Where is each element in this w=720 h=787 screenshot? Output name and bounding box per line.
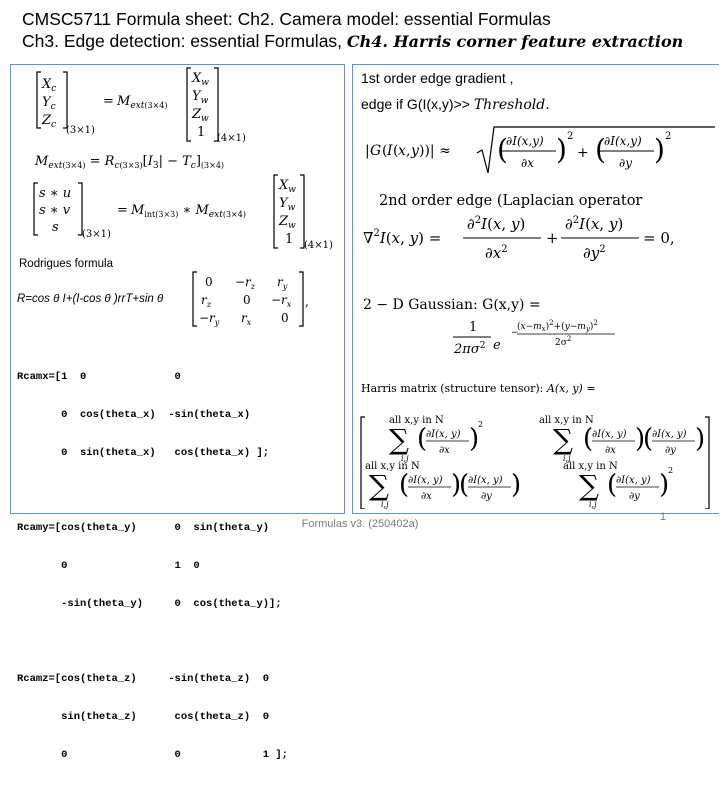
svg-text:∂I(x,y): ∂I(x,y) (506, 134, 544, 148)
svg-text:,: , (305, 295, 309, 309)
svg-text:(: ( (497, 133, 508, 166)
svg-text:i,j: i,j (381, 500, 389, 509)
title-line-1: CMSC5711 Formula sheet: Ch2. Camera model: essential Formulas (22, 9, 551, 29)
svg-text:y: y (411, 143, 419, 159)
svg-text:s ∗ v: s ∗ v (39, 203, 71, 218)
harris-matrix (353, 399, 719, 509)
svg-text:Yw: $Y_w$ (192, 89, 209, 106)
sum-label: all x,y in N (365, 461, 420, 472)
svg-text:Zw: $Z_w$ (279, 214, 296, 231)
code-line: 0 1 0 (17, 560, 200, 573)
code-line (17, 636, 288, 649)
svg-text:∂x: ∂x (605, 445, 616, 456)
svg-text:0: 0 (243, 293, 251, 307)
rotation-matrix-code (17, 346, 288, 787)
svg-text:1: 1 (469, 320, 478, 335)
gradient-magnitude-formula (353, 123, 719, 179)
svg-text:2: 2 (567, 131, 574, 142)
svg-text:I: I (387, 143, 393, 159)
rodrigues-label: Rodrigues formula (19, 258, 113, 270)
svg-text:(3×1): (3×1) (66, 125, 95, 136)
svg-text:−ry: $-r_y$ (199, 311, 220, 327)
camera-model-panel (10, 64, 345, 761)
svg-text:Xw: $X_w$ (279, 178, 296, 195)
footer-version: Formulas v3. (250402a) (301, 518, 419, 530)
svg-text:): ) (511, 470, 522, 500)
svg-text:Zw: $Z_w$ (192, 107, 209, 124)
code-line: -sin(theta_y) 0 cos(theta_y)]; (17, 597, 282, 610)
svg-text:s ∗ u: s ∗ u (39, 186, 72, 201)
svg-text:,: , (406, 143, 411, 159)
svg-text:(4×1): (4×1) (217, 133, 246, 144)
svg-text:= 0,: = 0, (643, 229, 675, 247)
svg-text:∂y: ∂y (629, 491, 640, 502)
svg-text:∂I(x, y): ∂I(x, y) (616, 475, 651, 486)
code-line: Rcamy=[cos(theta_y) 0 sin(theta_y) (17, 522, 270, 535)
svg-text:∂I(x, y): ∂I(x, y) (592, 429, 627, 440)
svg-text:(4×1): (4×1) (304, 240, 333, 251)
svg-text:(: ( (607, 470, 618, 500)
svg-text:∂I(x, y): ∂I(x, y) (426, 429, 461, 440)
skew-symmetric-matrix (191, 270, 331, 330)
svg-text:∂I(x, y): ∂I(x, y) (408, 475, 443, 486)
title-line-2-math: Ch4. Harris corner feature extraction (346, 32, 684, 51)
svg-text:2σ2: $2\sigma^2$ (555, 335, 572, 348)
svg-text:−rx: $-r_x$ (271, 293, 292, 309)
svg-text:∂y: ∂y (481, 491, 492, 502)
svg-text:rx: $r_x$ (241, 311, 252, 327)
title-line-2-text: Ch3. Edge detection: essential Formulas, (22, 31, 347, 51)
code-line: Rcamz=[cos(theta_z) -sin(theta_z) 0 (17, 673, 270, 686)
rodrigues-formula: R=cos θ I+(I-cos θ )rrT+sin θ (17, 293, 164, 305)
svg-text:Mint(3×3) ∗ Mext(3×4): $M_{int(3\times 3)}$ ∗ $M_{ext}(3\times 4)$ (131, 203, 246, 220)
gradient-label: 1st order edge gradient , (361, 70, 514, 86)
svg-text:(: ( (399, 470, 410, 500)
code-line: 0 cos(theta_x) -sin(theta_x) (17, 408, 251, 421)
svg-text:i,j: i,j (401, 454, 409, 463)
svg-text:∑: ∑ (553, 423, 573, 456)
svg-text:+: + (546, 229, 559, 247)
svg-text:x: x (398, 143, 406, 159)
laplacian-formula (353, 211, 719, 267)
svg-text:∇2I(x, y) =: ∇$^2$I(x, y) = (363, 228, 442, 247)
svg-text:(3×1): (3×1) (82, 229, 111, 240)
svg-text:Mext(3×4) = Rc(3×3)[I3| − Tc](: $M_{ext}(3\times 4) = R_c(3\times 3)[I_3| - T_c]_{(3\times 4)}$ (35, 154, 225, 171)
svg-text:∂y: ∂y (619, 156, 632, 170)
svg-text:|: | (365, 143, 370, 159)
code-line: sin(theta_z) cos(theta_z) 0 (17, 711, 270, 724)
page-title (22, 8, 712, 53)
svg-text:∂y2: $\partial y^2$ (583, 244, 606, 262)
svg-text:2: 2 (668, 466, 674, 475)
svg-text:Mext(3×4): $M_{ext}(3\times 4)$ (117, 94, 168, 111)
svg-text:ry: $r_y$ (277, 275, 288, 291)
page-number: 1 (659, 511, 666, 523)
svg-text:∂2I(x, y): ∂$^2$I(x, y) (565, 215, 624, 233)
svg-text:0: 0 (205, 275, 213, 289)
svg-text:2πσ2: $2\pi\sigma^2$ (454, 341, 486, 357)
svg-text:))| ≈: ))| ≈ (419, 143, 451, 159)
svg-text:∂I(x, y): ∂I(x, y) (468, 475, 503, 486)
svg-text:∂x2: $\partial x^2$ (485, 244, 508, 262)
threshold-math: Threshold. (473, 97, 550, 113)
svg-text:(x−mx)2+(y−my)2: $(x-m_x)^2+(y-m_y)^2$ (517, 319, 598, 333)
svg-text:(: ( (382, 143, 388, 159)
svg-text:): ) (654, 133, 665, 166)
svg-text:i,j: i,j (563, 454, 571, 463)
svg-text:Yw: $Y_w$ (279, 196, 296, 213)
svg-text:(: ( (583, 424, 594, 454)
svg-text:rz: $r_z$ (201, 293, 211, 309)
svg-text:(: ( (459, 470, 470, 500)
harris-label (361, 382, 596, 395)
svg-text:∂I(x, y): ∂I(x, y) (652, 429, 687, 440)
svg-text:): ) (695, 424, 706, 454)
harris-label-text: Harris matrix (structure tensor): (361, 382, 547, 395)
svg-text:∂x: ∂x (421, 491, 432, 502)
sum-label: all x,y in N (389, 415, 444, 426)
svg-text:=: = (103, 94, 114, 109)
svg-text:∑: ∑ (389, 423, 409, 456)
svg-text:(: ( (393, 143, 399, 159)
gaussian-formula (353, 311, 719, 363)
code-line (17, 485, 288, 498)
svg-text:i,j: i,j (589, 500, 597, 509)
svg-text:−: − (511, 328, 519, 338)
svg-text:2: 2 (665, 131, 672, 142)
sum-label: all x,y in N (563, 461, 618, 472)
svg-text:2: 2 (478, 420, 484, 429)
svg-text:Xc: $X_c$ (42, 77, 57, 94)
edge-harris-panel (352, 64, 719, 514)
sum-label: all x,y in N (539, 415, 594, 426)
title-line-2 (22, 30, 712, 53)
svg-text:): ) (659, 470, 670, 500)
svg-text:∑: ∑ (579, 469, 599, 502)
svg-text:G: G (370, 143, 382, 159)
svg-text:): ) (469, 424, 480, 454)
svg-text:1: 1 (285, 232, 294, 247)
svg-text:e: e (493, 338, 501, 353)
svg-text:): ) (556, 133, 567, 166)
svg-text:(: ( (417, 424, 428, 454)
svg-text:∂2I(x, y): ∂$^2$I(x, y) (467, 215, 526, 233)
svg-text:s: s (52, 220, 59, 235)
code-line: Rcamx=[1 0 0 (17, 371, 181, 384)
svg-text:Xw: $X_w$ (192, 71, 209, 88)
svg-text:1: 1 (197, 125, 206, 140)
svg-text:∂y: ∂y (665, 445, 676, 456)
threshold-text: edge if G(I(x,y)>> (361, 96, 474, 112)
svg-text:=: = (117, 203, 128, 218)
svg-text:−rz: $-r_z$ (235, 275, 256, 291)
svg-text:∂x: ∂x (439, 445, 450, 456)
laplacian-label: 2nd order edge (Laplacian operator (379, 193, 643, 209)
threshold-line (361, 96, 550, 113)
svg-text:0: 0 (281, 311, 289, 325)
svg-text:Zc: $Z_c$ (42, 113, 57, 130)
svg-text:): ) (451, 470, 462, 500)
svg-text:(: ( (595, 133, 606, 166)
gaussian-label: 2 − D Gaussian: G(x,y) = (363, 297, 541, 313)
svg-text:): ) (635, 424, 646, 454)
code-line: 0 0 1 ]; (17, 749, 288, 761)
svg-text:∑: ∑ (369, 469, 389, 502)
svg-text:+: + (577, 145, 589, 161)
svg-text:∂x: ∂x (521, 156, 534, 170)
svg-text:∂I(x,y): ∂I(x,y) (604, 134, 642, 148)
svg-text:Yc: $Y_c$ (42, 95, 56, 112)
code-line: 0 sin(theta_x) cos(theta_x) ]; (17, 446, 270, 459)
svg-text:(: ( (643, 424, 654, 454)
harris-label-math: A(x, y) = (546, 382, 596, 395)
